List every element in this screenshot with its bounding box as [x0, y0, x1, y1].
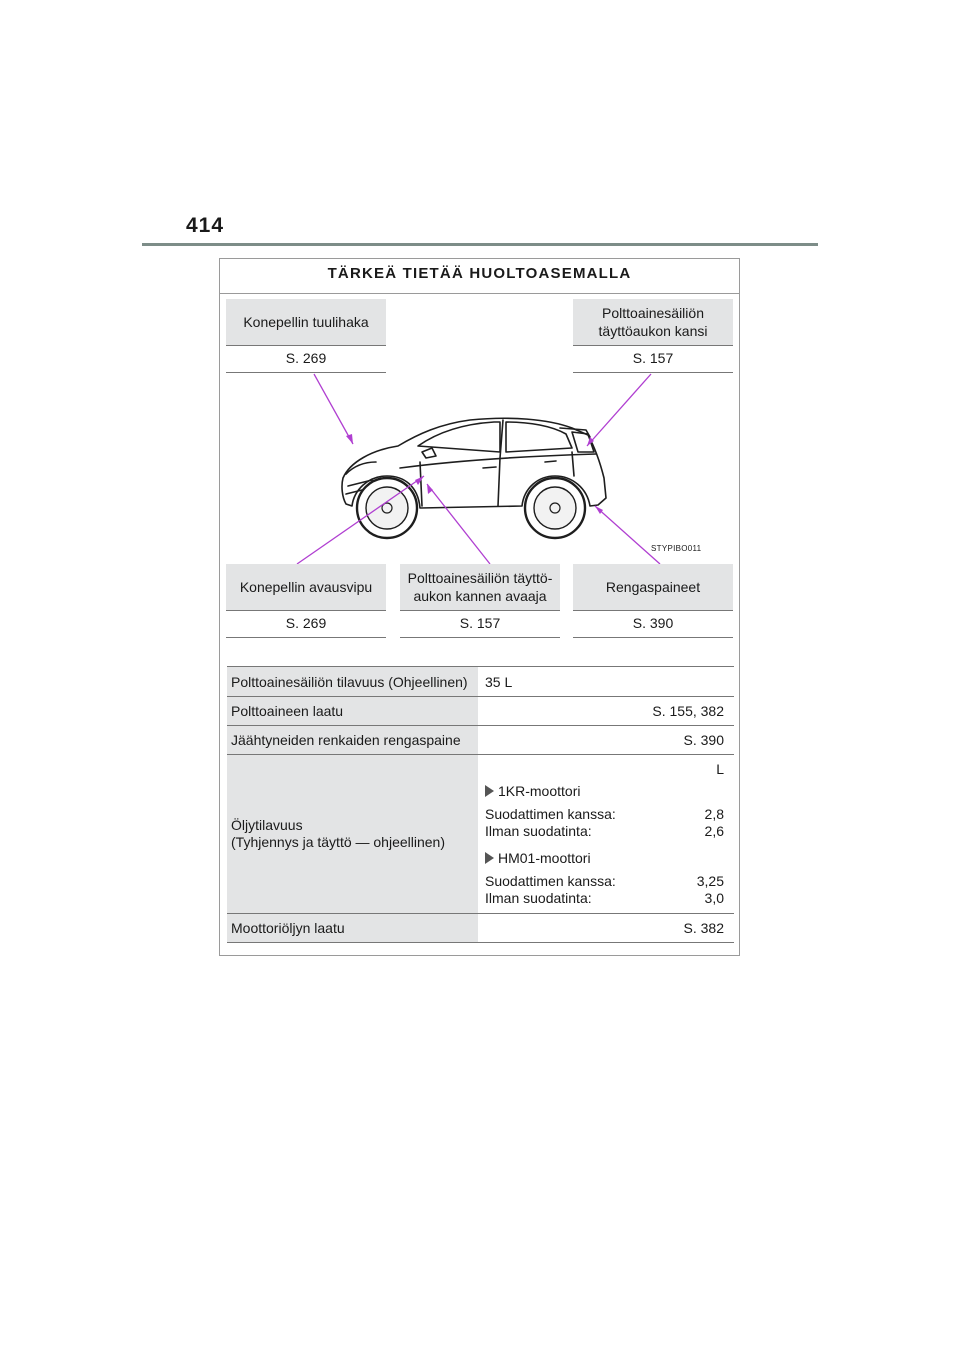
spec-table — [227, 666, 734, 943]
spec-row-oil-capacity — [227, 755, 734, 914]
spec-row-cold-tire-pressure — [227, 726, 734, 755]
callout-hood-release-page[interactable]: S. 269 — [226, 611, 386, 638]
callout-fuel-door-line2: täyttöaukon kansi — [598, 323, 708, 339]
engine-2-name: HM01-moottori — [498, 850, 591, 866]
callout-fuel-opener-label — [400, 564, 560, 611]
spec-value-link[interactable]: S. 382 — [683, 920, 724, 936]
oil-capacity-label-line2: (Tyhjennys ja täyttö — ohjeellinen) — [231, 834, 445, 850]
spec-row-fuel-capacity — [227, 667, 734, 697]
with-filter-value: 2,8 — [704, 806, 724, 822]
callout-hood-lift-support-label: Konepellin tuulihaka — [226, 299, 386, 346]
spec-value: 35 L — [485, 673, 513, 690]
with-filter-label: Suodattimen kanssa: — [485, 806, 616, 822]
callout-fuel-opener-page[interactable]: S. 157 — [400, 611, 560, 638]
without-filter-value: 3,0 — [704, 890, 724, 906]
oil-unit: L — [716, 761, 724, 777]
with-filter-value: 3,25 — [696, 873, 724, 889]
spec-row-oil-type — [227, 914, 734, 943]
engine-2-values — [485, 873, 724, 907]
engine-1-name: 1KR-moottori — [498, 783, 581, 799]
spec-key: Polttoaineen laatu — [227, 697, 479, 725]
spec-key: Moottoriöljyn laatu — [227, 914, 479, 942]
spec-value-link[interactable]: S. 155, 382 — [652, 703, 724, 719]
without-filter-label: Ilman suodatinta: — [485, 823, 592, 839]
spec-key: Jäähtyneiden renkaiden rengaspaine — [227, 726, 479, 754]
page-number: 414 — [186, 214, 225, 237]
callout-fuel-door-page[interactable]: S. 157 — [573, 346, 733, 373]
engine-1-heading — [485, 783, 724, 800]
leader-fuel-door — [587, 374, 651, 446]
triangle-bullet-icon — [485, 785, 494, 797]
callout-fuel-door-line1: Polttoainesäiliön — [602, 305, 704, 321]
spec-key-oil-capacity — [227, 755, 479, 913]
without-filter-value: 2,6 — [704, 823, 724, 839]
with-filter-label: Suodattimen kanssa: — [485, 873, 616, 889]
leader-fuel-opener — [427, 484, 490, 564]
engine-2-heading — [485, 850, 724, 867]
image-code: STYPIBO011 — [651, 544, 702, 553]
leader-hood-lift-support — [314, 374, 353, 444]
spec-value-link[interactable]: S. 390 — [683, 732, 724, 748]
callout-hood-release-label: Konepellin avausvipu — [226, 564, 386, 611]
frame-title: TÄRKEÄ TIETÄÄ HUOLTOASEMALLA — [220, 259, 739, 294]
callout-tire-pressure-page[interactable]: S. 390 — [573, 611, 733, 638]
oil-capacity-label-line1: Öljytilavuus — [231, 817, 303, 833]
wheels — [357, 478, 585, 538]
callout-fuel-opener-line2: aukon kannen avaaja — [413, 588, 547, 604]
callout-tire-pressure-label: Rengaspaineet — [573, 564, 733, 611]
leader-tire — [595, 506, 660, 564]
callout-hood-lift-support-page[interactable]: S. 269 — [226, 346, 386, 373]
spec-key: Polttoainesäiliön tilavuus (Ohjeellinen) — [227, 667, 479, 696]
spec-row-fuel-type — [227, 697, 734, 726]
triangle-bullet-icon — [485, 852, 494, 864]
without-filter-label: Ilman suodatinta: — [485, 890, 592, 906]
engine-1-values — [485, 806, 724, 840]
callout-fuel-opener-line1: Polttoainesäiliön täyttö- — [407, 570, 553, 586]
oil-capacity-values — [479, 755, 734, 913]
